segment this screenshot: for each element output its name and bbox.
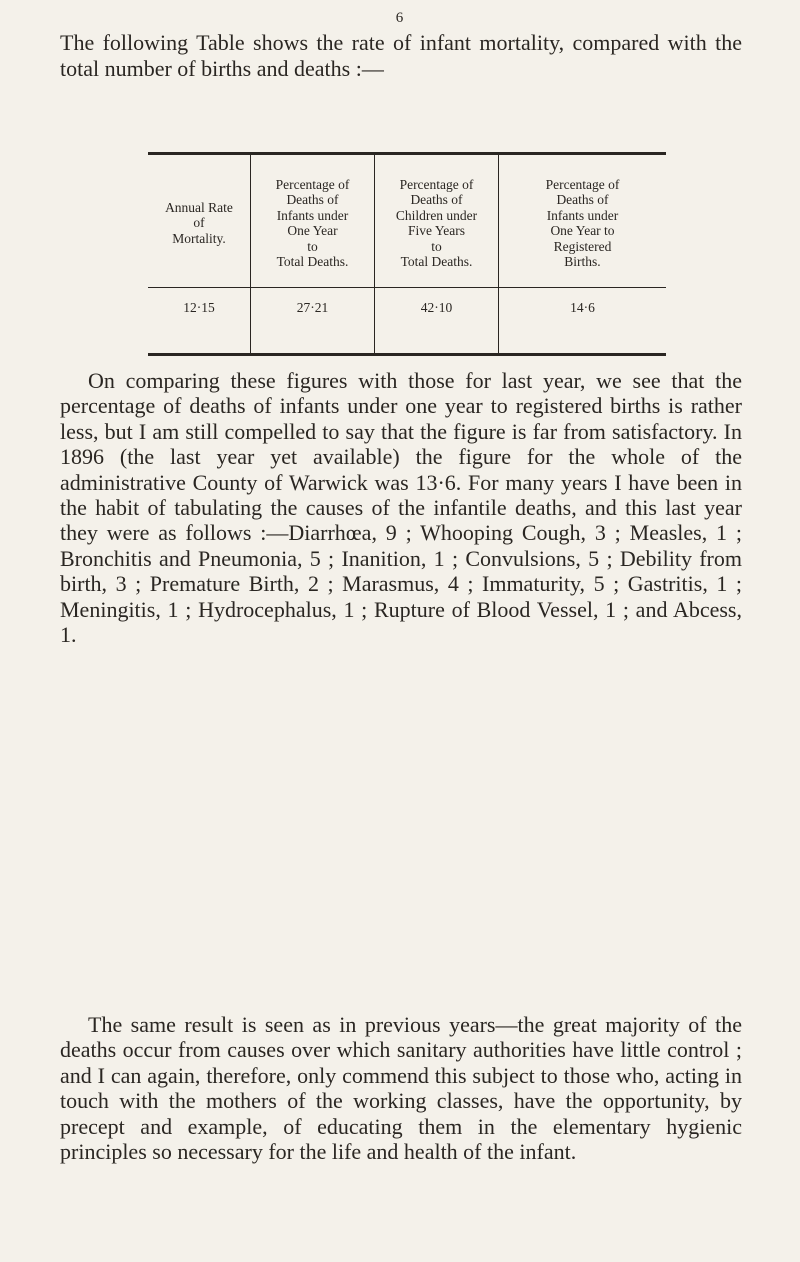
header-child-deaths-to-total-text: Percentage of Deaths of Children under Five Years to Total Deaths. bbox=[395, 176, 478, 269]
infant-mortality-table bbox=[148, 152, 666, 356]
table-value-row bbox=[148, 288, 666, 353]
intro-paragraph: The following Table shows the rate of infant mortality, compared with the total number of births and deaths :— bbox=[60, 30, 742, 81]
header-infant-deaths-to-births bbox=[498, 155, 666, 287]
header-infant-deaths-to-total-text: Percentage of Deaths of Infants under One Year to Total Deaths. bbox=[275, 176, 350, 269]
body-paragraph-conclusion: The same result is seen as in previous years—the great majority of the deaths occur from causes over which sanitary authorities have little control ; and I can again, therefore, only commend this subject to those who, acting in touch with the mothers of the working classes, have the opportunity, by precept and example, of educating them in the elementary hygienic principles so necessary for the life and health of the infant. bbox=[60, 1012, 742, 1165]
value-annual-rate: 12·15 bbox=[183, 300, 215, 315]
header-annual-rate-text: Annual Rate of Mortality. bbox=[165, 199, 233, 246]
header-child-deaths-to-total bbox=[374, 155, 498, 287]
value-child-deaths-to-total: 42·10 bbox=[374, 288, 498, 353]
header-annual-rate bbox=[148, 155, 250, 287]
header-infant-deaths-to-total bbox=[250, 155, 374, 287]
body-paragraph-comparison: On comparing these figures with those for last year, we see that the percentage of deaths of infants under one year to registered births is rather less, but I am still compelled to say that the figure is far from satisfactory. In 1896 (the last year yet available) the figure for the whole of the administrative County of Warwick was 13·6. For many years I have been in the habit of tabulating the causes of the infantile deaths, and this last year they were as follows :—Diarrhœa, 9 ; Whooping Cough, 3 ; Measles, 1 ; Bronchitis and Pneumonia, 5 ; Inanition, 1 ; Convulsions, 5 ; Debility from birth, 3 ; Premature Birth, 2 ; Marasmus, 4 ; Immaturity, 5 ; Gastritis, 1 ; Meningitis, 1 ; Hydrocephalus, 1 ; Rupture of Blood Vessel, 1 ; and Abcess, 1. bbox=[60, 368, 742, 648]
value-infant-deaths-to-births: 14·6 bbox=[498, 288, 666, 353]
value-infant-deaths-to-total: 27·21 bbox=[250, 288, 374, 353]
table-header-row bbox=[148, 155, 666, 288]
header-infant-deaths-to-births-text: Percentage of Deaths of Infants under One Year to Registered Births. bbox=[545, 176, 620, 269]
page-number: 6 bbox=[395, 10, 405, 26]
